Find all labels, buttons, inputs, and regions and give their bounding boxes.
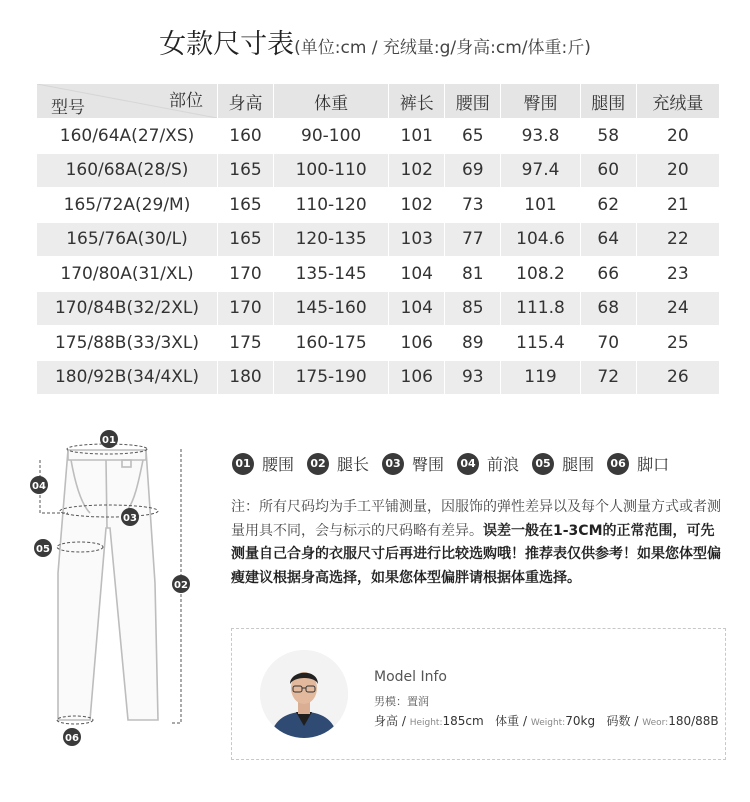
legend-number: 03 — [382, 453, 404, 475]
table-cell: 170 — [218, 257, 274, 292]
size-code-cell: 160/68A(28/S) — [37, 153, 218, 188]
table-cell: 62 — [580, 188, 636, 223]
table-cell: 106 — [389, 326, 445, 361]
table-cell: 70 — [580, 326, 636, 361]
table-cell: 66 — [580, 257, 636, 292]
diagram-marker-04 — [30, 476, 48, 494]
table-row — [37, 360, 720, 395]
size-code-cell: 175/88B(33/3XL) — [37, 326, 218, 361]
table-cell: 90-100 — [274, 119, 389, 154]
table-cell: 20 — [636, 119, 719, 154]
table-cell: 160-175 — [274, 326, 389, 361]
pants-measurement-diagram — [24, 423, 204, 753]
table-row — [37, 188, 720, 223]
table-cell: 103 — [389, 222, 445, 257]
table-cell: 102 — [389, 188, 445, 223]
svg-text:05: 05 — [36, 544, 50, 555]
diagram-marker-05 — [34, 539, 52, 557]
model-name-line — [374, 693, 429, 709]
model-weight: 70kg — [565, 714, 596, 728]
table-header-row — [37, 84, 720, 119]
svg-text:04: 04 — [32, 481, 46, 492]
table-cell: 60 — [580, 153, 636, 188]
size-code-cell: 180/92B(34/4XL) — [37, 360, 218, 395]
model-name-label: 男模： — [374, 695, 407, 708]
table-cell: 93 — [445, 360, 501, 395]
diagram-marker-02 — [172, 575, 190, 593]
size-code-cell: 170/84B(32/2XL) — [37, 291, 218, 326]
model-size: 180/88B — [668, 714, 719, 728]
table-row — [37, 291, 720, 326]
model-avatar — [260, 650, 348, 738]
table-cell: 64 — [580, 222, 636, 257]
table-cell: 21 — [636, 188, 719, 223]
weight-en-label: Weight: — [530, 718, 566, 728]
table-row — [37, 222, 720, 257]
model-info-card — [231, 628, 726, 760]
model-measurements-line — [374, 712, 719, 729]
legend-number: 06 — [607, 453, 629, 475]
legend-item-leg-length — [307, 452, 369, 475]
size-code-cell: 165/72A(29/M) — [37, 188, 218, 223]
measurement-legend — [232, 452, 682, 475]
model-height: 185cm — [442, 714, 484, 728]
size-table — [36, 83, 720, 395]
svg-text:02: 02 — [174, 580, 188, 591]
note-text: 注：所有尺码均为手工平铺测量，因服饰的弹性差异以及每个人测量方式或者测量用具不同，会与标示的尺码略有差异。 — [231, 499, 721, 539]
legend-label: 腰围 — [262, 455, 295, 474]
svg-text:06: 06 — [65, 733, 79, 744]
table-cell: 119 — [501, 360, 580, 395]
table-cell: 165 — [218, 222, 274, 257]
table-cell: 58 — [580, 119, 636, 154]
table-cell: 22 — [636, 222, 719, 257]
table-cell: 24 — [636, 291, 719, 326]
height-label: 身高 / — [374, 714, 406, 728]
size-chart-title — [0, 22, 750, 61]
legend-item-hem — [607, 452, 669, 475]
table-cell: 93.8 — [501, 119, 580, 154]
svg-text:01: 01 — [102, 435, 116, 446]
title-units: (单位:cm / 充绒量:g/身高:cm/体重:斤) — [294, 38, 591, 58]
model-info-title: Model Info — [374, 669, 447, 685]
table-cell: 104 — [389, 257, 445, 292]
legend-item-waist — [232, 452, 294, 475]
table-cell: 81 — [445, 257, 501, 292]
table-cell: 25 — [636, 326, 719, 361]
legend-item-thigh — [532, 452, 594, 475]
table-cell: 72 — [580, 360, 636, 395]
legend-label: 前浪 — [487, 455, 520, 474]
size-en-label: Weor: — [642, 718, 669, 728]
legend-number: 04 — [457, 453, 479, 475]
table-row — [37, 257, 720, 292]
table-cell: 106 — [389, 360, 445, 395]
table-row — [37, 153, 720, 188]
legend-label: 腿长 — [337, 455, 370, 474]
table-cell: 115.4 — [501, 326, 580, 361]
table-cell: 111.8 — [501, 291, 580, 326]
table-cell: 100-110 — [274, 153, 389, 188]
svg-text:03: 03 — [123, 513, 137, 524]
table-cell: 68 — [580, 291, 636, 326]
table-cell: 104 — [389, 291, 445, 326]
table-cell: 110-120 — [274, 188, 389, 223]
table-cell: 170 — [218, 291, 274, 326]
diagram-marker-06 — [63, 728, 81, 746]
table-cell: 180 — [218, 360, 274, 395]
legend-label: 脚口 — [637, 455, 670, 474]
table-row — [37, 119, 720, 154]
table-cell: 26 — [636, 360, 719, 395]
table-cell: 23 — [636, 257, 719, 292]
column-header: 腿围 — [580, 84, 636, 119]
table-cell: 175 — [218, 326, 274, 361]
legend-label: 腿围 — [562, 455, 595, 474]
table-cell: 65 — [445, 119, 501, 154]
table-cell: 104.6 — [501, 222, 580, 257]
corner-label-part: 部位 — [169, 91, 203, 111]
legend-number: 05 — [532, 453, 554, 475]
legend-item-hip — [382, 452, 444, 475]
model-name: 置润 — [407, 695, 429, 708]
table-cell: 175-190 — [274, 360, 389, 395]
measurement-note — [231, 496, 723, 590]
size-code-cell: 160/64A(27/XS) — [37, 119, 218, 154]
table-cell: 73 — [445, 188, 501, 223]
legend-item-front-rise — [457, 452, 519, 475]
corner-label-model: 型号 — [51, 98, 85, 118]
table-cell: 85 — [445, 291, 501, 326]
legend-label: 臀围 — [412, 455, 445, 474]
column-header: 裤长 — [389, 84, 445, 119]
size-code-cell: 165/76A(30/L) — [37, 222, 218, 257]
table-cell: 77 — [445, 222, 501, 257]
size-code-cell: 170/80A(31/XL) — [37, 257, 218, 292]
table-cell: 102 — [389, 153, 445, 188]
legend-number: 02 — [307, 453, 329, 475]
table-cell: 20 — [636, 153, 719, 188]
diagram-marker-01 — [100, 430, 118, 448]
table-cell: 108.2 — [501, 257, 580, 292]
column-header: 腰围 — [445, 84, 501, 119]
table-cell: 165 — [218, 188, 274, 223]
table-cell: 89 — [445, 326, 501, 361]
column-header: 充绒量 — [636, 84, 719, 119]
table-cell: 165 — [218, 153, 274, 188]
legend-number: 01 — [232, 453, 254, 475]
column-header: 身高 — [218, 84, 274, 119]
table-corner-cell — [37, 84, 218, 119]
weight-label: 体重 / — [495, 714, 527, 728]
table-cell: 145-160 — [274, 291, 389, 326]
table-cell: 160 — [218, 119, 274, 154]
diagram-marker-03 — [121, 508, 139, 526]
column-header: 体重 — [274, 84, 389, 119]
table-row — [37, 326, 720, 361]
note-emphasis: 误差一般在1-3CM的正常范围，可先测量自己合身的衣服尺寸后再进行比较选购哦！推荐表仅供参考！如果您体型偏瘦建议根据身高选择，如果您体型偏胖请根据体重选择。 — [231, 522, 721, 586]
table-cell: 97.4 — [501, 153, 580, 188]
table-body — [37, 119, 720, 395]
table-cell: 101 — [389, 119, 445, 154]
title-main: 女款尺寸表 — [159, 29, 295, 60]
table-cell: 135-145 — [274, 257, 389, 292]
height-en-label: Height: — [409, 718, 443, 728]
size-label: 码数 / — [606, 714, 639, 728]
column-header: 臀围 — [501, 84, 580, 119]
table-cell: 69 — [445, 153, 501, 188]
table-cell: 120-135 — [274, 222, 389, 257]
table-cell: 101 — [501, 188, 580, 223]
